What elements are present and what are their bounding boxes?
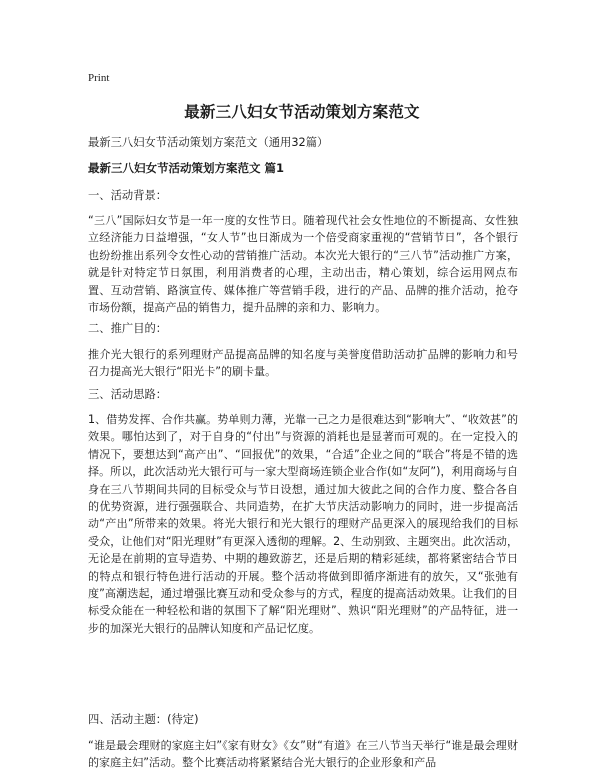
section-body-approach: 1、借势发挥、合作共赢。势单则力薄，光靠一己之力是很难达到“影响大”、“收效甚”的效果。哪怕达到了，对于自身的“付出”与资源的消耗也是显著而可观的。在一定投入的情况下，要想达到“高产出”、“回报优”的效果，“合适”企业之间的“联合”将是不错的选择。所以，此次活动光大银行可与一家大型商场连锁企业合作(如“友阿”)，利用商场与自身在三八节期间共同的目标受众与节日设想，通过加大彼此之间的合作力度、整合各自的优势资源，进行强强联合、共同造势，在扩大节庆活动影响力的同时，进一步提高活动“产出”所带来的效果。将光大银行和光大银行的理财产品更深入的展现给我们的目标受众，让他们对“阳光理财”有更深入透彻的理解。2、生动别致、主题突出。此次活动，无论是在前期的宣导造势、中期的趣致游艺，还是后期的精彩延续，都将紧密结合节日的特点和银行特色进行活动的开展。整个活动将做到即循序渐进有的放矢，又“张弛有度”高潮迭起，通过增强比赛互动和受众参与的方式，程度的提高活动效果。让我们的目标受众能在一种轻松和谐的氛围下了解“阳光理财”、熟识“阳光理财”的产品特征，进一步的加深光大银行的品牌认知度和产品记忆度。 bbox=[88, 413, 518, 635]
section-heading-purpose: 二、推广目的： bbox=[88, 322, 168, 335]
section-heading-approach: 三、活动思路： bbox=[88, 388, 168, 401]
section-body-background: “三八”国际妇女节是一年一度的女性节日。随着现代社会女性地位的不断提高、女性独立经济能力日益增强，“女人节”也日渐成为一个倍受商家重视的“营销节日”，各个银行也纷纷推出系列令女性心动的营销推广活动。本次光大银行的“三八节”活动推广方案，就是针对特定节日氛围，利用消费者的心理，主动出击，精心策划，综合运用网点布置、互动营销、路演宣传、媒体推广等营销手段，进行的产品、品牌的推介活动，抢夺市场份额，提高产品的销售力，提升品牌的亲和力、影响力。 bbox=[88, 214, 518, 315]
print-link[interactable]: Print bbox=[88, 72, 110, 84]
section-body-theme: “谁是最会理财的家庭主妇”《家有财女》《女”财“有道》在三八节当天举行“谁是最会理财的家庭主妇”活动。整个比赛活动将紧紧结合光大银行的企业形象和产品 bbox=[88, 739, 518, 770]
section-heading-background: 一、活动背景： bbox=[88, 189, 168, 202]
article-heading: 最新三八妇女节活动策划方案范文 篇1 bbox=[88, 161, 285, 175]
document-title: 最新三八妇女节活动策划方案范文 bbox=[184, 103, 420, 121]
document-subtitle: 最新三八妇女节活动策划方案范文（通用32篇） bbox=[88, 136, 329, 149]
section-heading-theme: 四、活动主题：(待定) bbox=[88, 713, 199, 726]
section-body-purpose: 推介光大银行的系列理财产品提高品牌的知名度与美誉度借助活动扩品牌的影响力和号召力提高光大银行“阳光卡”的刷卡量。 bbox=[88, 348, 518, 379]
